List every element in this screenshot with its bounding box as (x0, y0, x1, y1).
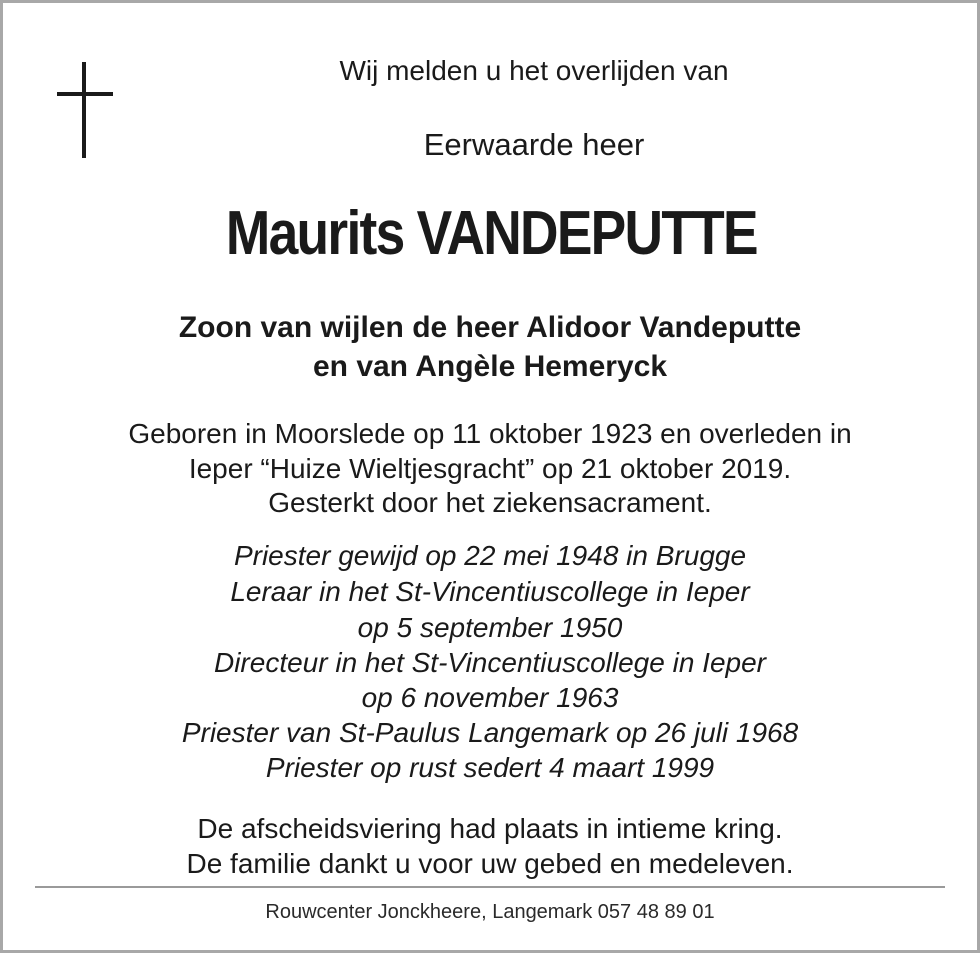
divider (35, 886, 945, 888)
career-line-5: op 6 november 1963 (361, 682, 619, 713)
intro-text: Wij melden u het overlijden van (339, 55, 729, 86)
birth-death-line-2: Ieper “Huize Wieltjesgracht” op 21 oktober 2019. (188, 453, 792, 484)
career-line-2: Leraar in het St-Vincentiuscollege in Ieper (230, 576, 750, 607)
career-line-6: Priester van St-Paulus Langemark op 26 juli 1968 (181, 717, 799, 748)
birth-death-line-1: Geboren in Moorslede op 11 oktober 1923 en overleden in (128, 418, 852, 449)
career-line-7: Priester op rust sedert 4 maart 1999 (265, 752, 715, 783)
parents-line-1: Zoon van wijlen de heer Alidoor Vandeputte (178, 311, 802, 344)
honorific: Eerwaarde heer (423, 127, 645, 162)
birth-death-line-3: Gesterkt door het ziekensacrament. (268, 487, 712, 518)
cross-icon-horizontal (57, 92, 113, 96)
parents-line-2: en van Angèle Hemeryck (312, 350, 668, 383)
closing-line-1: De afscheidsviering had plaats in intieme kring. (197, 813, 783, 844)
career-line-3: op 5 september 1950 (357, 612, 623, 643)
career-line-1: Priester gewijd op 22 mei 1948 in Brugge (233, 540, 747, 571)
deceased-name: Maurits VANDEPUTTE (225, 199, 757, 268)
career-line-4: Directeur in het St-Vincentiuscollege in Ieper (213, 647, 766, 678)
undertaker-info: Rouwcenter Jonckheere, Langemark 057 48 89 01 (265, 901, 715, 923)
closing-line-2: De familie dankt u voor uw gebed en medeleven. (186, 848, 794, 879)
